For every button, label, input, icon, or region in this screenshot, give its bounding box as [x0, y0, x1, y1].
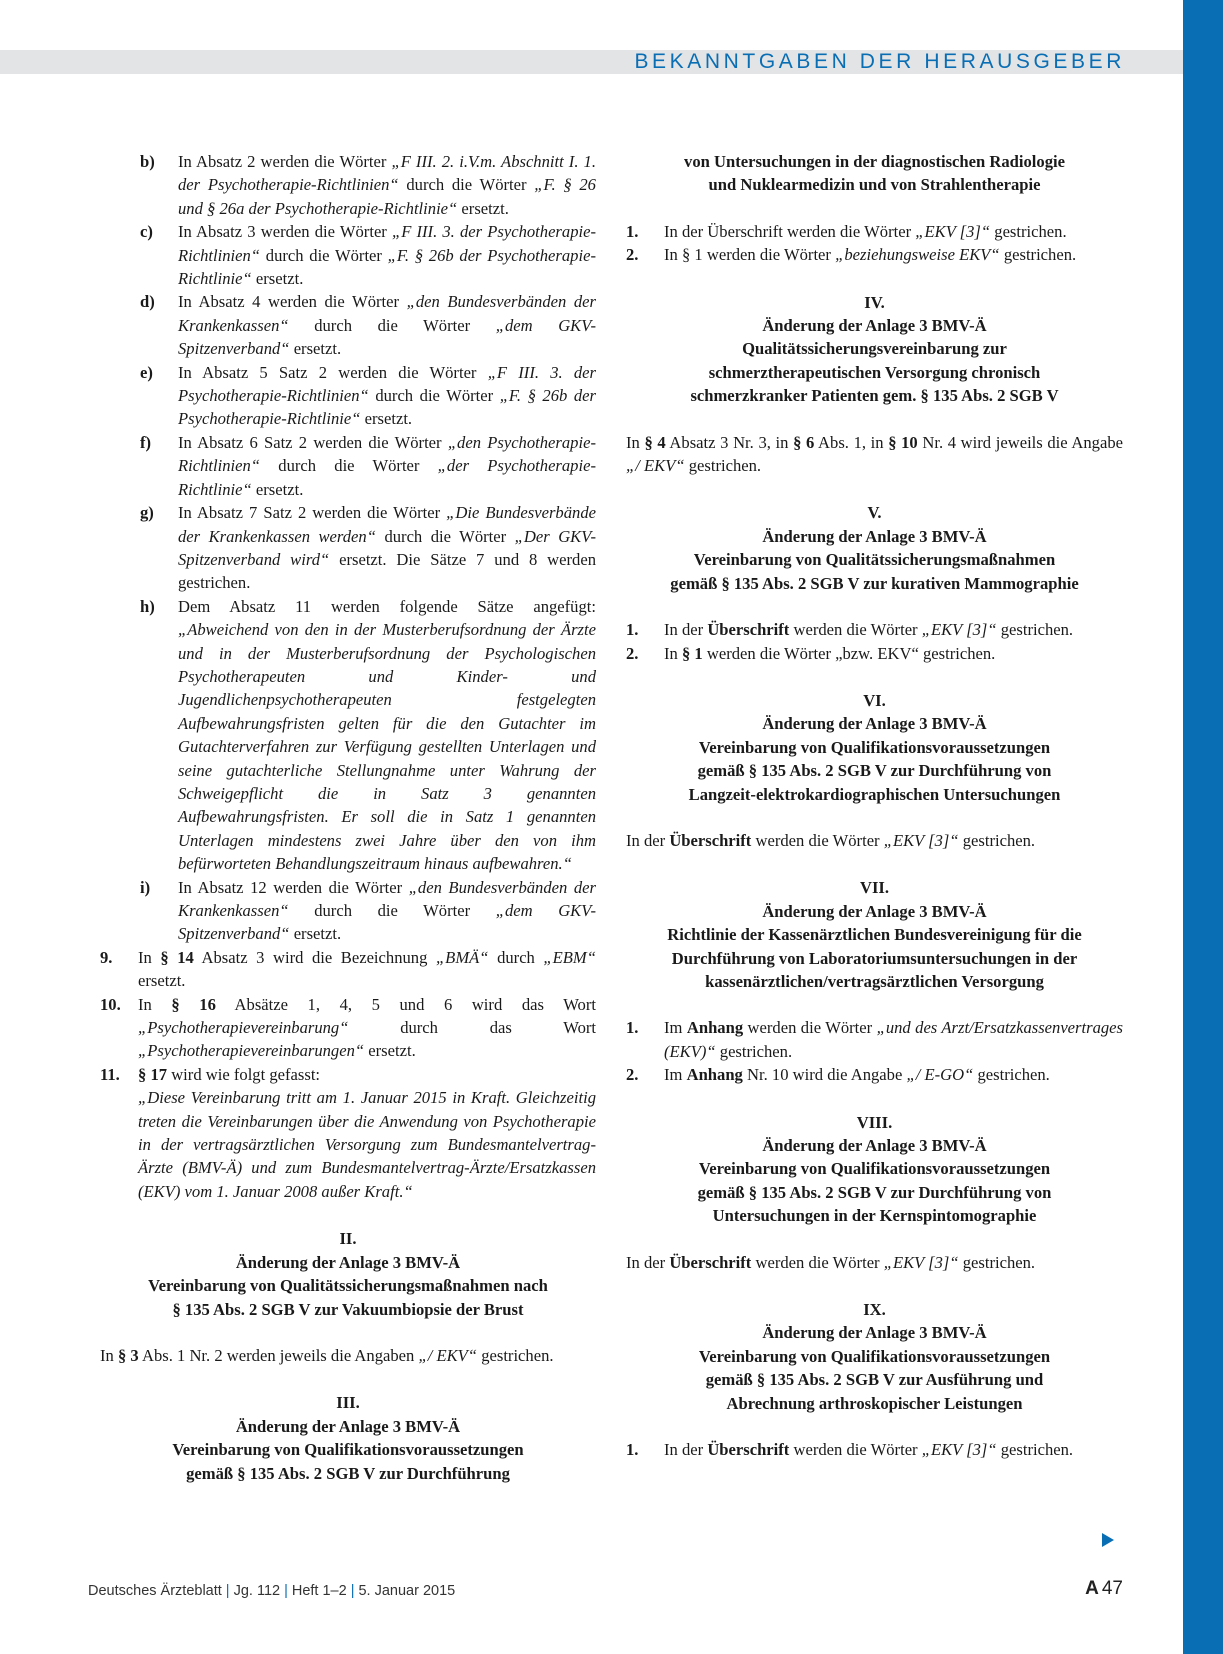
- footer-separator: |: [350, 1583, 355, 1599]
- text-run: gestrichen.: [973, 1065, 1050, 1085]
- list-item: [100, 946, 596, 993]
- text-run: ersetzt. Die Sätze 7 und 8 werden gestrichen.: [178, 549, 596, 593]
- bold-text: § 3: [117, 1345, 139, 1365]
- item-text: [138, 1063, 596, 1203]
- list-item: [626, 1438, 1123, 1461]
- page-number-value: 47: [1101, 1578, 1123, 1599]
- item-quote: „Diese Vereinbarung tritt am 1. Januar 2015 in Kraft. Gleichzeitig treten die Vereinbarungen über die Anwendung von Psychotherapie in der vertragsärztlichen Versorgung zum Bundesmantelvertrag-Ärzte (BMV-Ä) und zum Bundesmantelvertrag-Ärzte/Ersatzkassen (EKV) vom 1. Januar 2008 außer Kraft.“: [138, 1088, 596, 1201]
- text-run: In Absatz 4 werden die Wörter: [178, 292, 407, 312]
- left-column: [100, 150, 596, 1508]
- heading-line: Änderung der Anlage 3 BMV-Ä: [762, 714, 987, 734]
- heading-line: § 135 Abs. 2 SGB V zur Vakuumbiopsie der Brust: [172, 1299, 524, 1319]
- text-run: Dem Absatz 11 werden folgende Sätze angefügt:: [178, 596, 596, 616]
- item-label: 1.: [626, 1018, 639, 1038]
- heading-section-9: [626, 1298, 1123, 1415]
- text-run: werden die Wörter „bzw. EKV“ gestrichen.: [702, 643, 996, 663]
- footer-journal: Deutsches Ärzteblatt: [88, 1583, 222, 1599]
- heading-line: gemäß § 135 Abs. 2 SGB V zur kurativen Mammographie: [670, 573, 1079, 593]
- text-run: ersetzt.: [289, 339, 342, 359]
- bold-text: Überschrift: [707, 1440, 790, 1460]
- footer-citation: [88, 1583, 455, 1599]
- sub-item: [140, 150, 596, 220]
- blue-sidebar: [1183, 0, 1223, 1654]
- footer-separator: |: [225, 1583, 230, 1599]
- item-label: 2.: [626, 245, 639, 265]
- text-run: In Absatz 5 Satz 2 werden die Wörter: [178, 362, 488, 382]
- section-title: BEKANNTGABEN DER HERAUSGEBER: [634, 50, 1125, 73]
- italic-text: „und des Arzt/Ersatzkassenvertrages (EKV)“: [664, 1018, 1123, 1061]
- bold-text: § 1: [681, 643, 703, 663]
- italic-text: „EBM“: [543, 947, 596, 967]
- bold-text: Überschrift: [669, 1252, 752, 1272]
- heading-section-8: [626, 1111, 1123, 1228]
- right-column: [626, 150, 1123, 1461]
- text-run: ersetzt.: [251, 479, 304, 499]
- item-label: b): [140, 152, 155, 171]
- text-run: Im: [664, 1065, 687, 1085]
- heading-line: Änderung der Anlage 3 BMV-Ä: [762, 1136, 987, 1155]
- item-label: f): [140, 432, 152, 452]
- text-run: In: [138, 994, 172, 1014]
- list-item: [100, 1063, 596, 1203]
- text-run: gestrichen.: [958, 1252, 1036, 1272]
- text-run: In der: [626, 830, 670, 850]
- item-text: [138, 946, 596, 993]
- text-run: Abs. 1, in: [814, 432, 889, 452]
- text-run: In der: [664, 620, 708, 640]
- italic-text: „EKV [3]“: [883, 830, 959, 850]
- heading-line: kassenärztlichen/vertragsärztlichen Versorgung: [705, 971, 1044, 991]
- text-run: ersetzt.: [360, 409, 413, 429]
- text-run: durch die Wörter: [398, 175, 535, 195]
- text-run: gestrichen.: [999, 245, 1077, 265]
- heading-line: Änderung der Anlage 3 BMV-Ä: [762, 901, 987, 921]
- heading-line: VI.: [863, 690, 886, 710]
- italic-text: „EKV [3]“: [921, 1440, 997, 1460]
- sub-item: [140, 361, 596, 431]
- page-prefix: A: [1085, 1578, 1099, 1599]
- list-item: [626, 618, 1123, 641]
- item-label: 1.: [626, 221, 639, 241]
- heading-section-6: [626, 689, 1123, 806]
- text-run: In § 1 werden die Wörter: [664, 245, 836, 265]
- text-run: In: [100, 1345, 118, 1365]
- heading-line: VII.: [859, 878, 890, 898]
- text-run: ersetzt.: [138, 971, 186, 991]
- italic-text: „beziehungsweise EKV“: [835, 245, 1000, 265]
- text-run: durch: [488, 947, 544, 967]
- text-run: In der Überschrift werden die Wörter: [664, 221, 916, 241]
- heading-line: Qualitätssicherungsvereinbarung zur: [742, 339, 1007, 359]
- heading-line: Vereinbarung von Qualifikationsvoraussetzungen: [698, 1159, 1051, 1179]
- item-text: [178, 361, 596, 431]
- italic-text: „F III. 3. der Psychotherapie-Richtlinien“: [178, 362, 596, 406]
- text-run: Absätze 1, 4, 5 und 6 wird das Wort: [215, 994, 596, 1014]
- list-item: [626, 1063, 1123, 1086]
- item-label: c): [140, 222, 153, 242]
- heading-line: von Untersuchungen in der diagnostischen Radiologie: [684, 152, 1065, 171]
- italic-text: „Abweichend von den in der Musterberufsordnung der Ärzte und in der Musterberufsordnung der Psychologischen Psychotherapeuten und Kinder- und Jugendlichenpsychotherapeuten festgelegten Aufbewahrungsfristen gelten für die den Gutachter im Gutachterverfahren zur Verfügung gestellten Unterlagen und seine gutachterliche Stellungnahme unter Wahrung der Schweigepflicht die in Satz 3 genannten Aufbewahrungsfristen. Er soll die in Satz 1 genannten Unterlagen mindestens zwei Jahre über den von ihm befürworteten Behandlungszeitraum hinaus aufbewahren.“: [178, 620, 596, 874]
- bold-text: § 10: [888, 432, 918, 452]
- bold-text: Anhang: [686, 1018, 744, 1038]
- text-run: In Absatz 12 werden die Wörter: [178, 877, 409, 897]
- bold-text: § 4: [644, 432, 666, 452]
- italic-text: „dem GKV-Spitzenverband“: [178, 315, 596, 359]
- text-run: durch die Wörter: [288, 315, 496, 335]
- item-text: [664, 220, 1123, 243]
- text-run: werden die Wörter: [751, 830, 884, 850]
- page-number: [1085, 1578, 1123, 1600]
- heading-line: IV.: [864, 292, 885, 312]
- text-run: durch die Wörter: [260, 456, 438, 476]
- item-label: 9.: [100, 947, 113, 967]
- item-label: 11.: [100, 1064, 120, 1084]
- heading-section-7: [626, 876, 1123, 993]
- italic-text: „Psychotherapievereinbarung“: [138, 1018, 349, 1038]
- heading-section-3-continued: [626, 150, 1123, 197]
- heading-section-3: [100, 1391, 596, 1485]
- sub-item: [140, 220, 596, 290]
- text-run: In der: [664, 1440, 708, 1460]
- italic-text: „dem GKV-Spitzenverband“: [178, 901, 596, 944]
- heading-section-2: [100, 1227, 596, 1321]
- italic-text: „Die Bundesverbände der Krankenkassen werden“: [178, 503, 596, 546]
- heading-section-4: [626, 291, 1123, 408]
- text-run: gestrichen.: [958, 830, 1036, 850]
- italic-text: „Der GKV-Spitzenverband wird“: [178, 526, 596, 569]
- heading-line: Vereinbarung von Qualifikationsvoraussetzungen: [698, 737, 1051, 757]
- text-run: werden die Wörter: [743, 1018, 877, 1038]
- sub-item: [140, 876, 596, 946]
- text-run: gestrichen.: [715, 1041, 793, 1061]
- italic-text: „BMÄ“: [435, 947, 489, 967]
- text-run: In Absatz 7 Satz 2 werden die Wörter: [178, 503, 447, 523]
- sub-item: [140, 431, 596, 501]
- item-label: i): [140, 877, 151, 897]
- italic-text: „den Bundesverbänden der Krankenkassen“: [178, 292, 596, 335]
- heading-line: VIII.: [856, 1112, 893, 1132]
- text-run: In der: [626, 1252, 670, 1272]
- italic-text: „F. § 26b der Psychotherapie-Richtlinie“: [178, 245, 596, 289]
- item-label: 1.: [626, 620, 639, 640]
- heading-line: Vereinbarung von Qualitätssicherungsmaßnahmen: [693, 550, 1056, 570]
- sub-item: [140, 501, 596, 595]
- italic-text: „den Bundesverbänden der Krankenkassen“: [178, 877, 596, 920]
- text-run: ersetzt.: [251, 269, 304, 289]
- item-text: [178, 220, 596, 290]
- sub-item: [140, 290, 596, 360]
- text-run: gestrichen.: [996, 1440, 1074, 1460]
- text-run: In Absatz 2 werden die Wörter: [178, 152, 392, 171]
- italic-text: „Psychotherapievereinbarungen“: [138, 1041, 365, 1061]
- item-text: [178, 431, 596, 501]
- item-text: [664, 642, 1123, 665]
- italic-text: „EKV [3]“: [915, 221, 991, 241]
- text-run: In: [664, 643, 682, 663]
- italic-text: „EKV [3]“: [883, 1252, 959, 1272]
- text-run: gestrichen.: [990, 221, 1067, 241]
- text-run: ersetzt.: [364, 1041, 416, 1061]
- italic-text: „EKV [3]“: [921, 620, 997, 640]
- heading-line: Änderung der Anlage 3 BMV-Ä: [235, 1416, 461, 1436]
- heading-line: gemäß § 135 Abs. 2 SGB V zur Durchführung von: [697, 761, 1052, 781]
- section-7-list: [626, 1016, 1123, 1086]
- item-text: [664, 243, 1123, 266]
- item-label: e): [140, 362, 153, 382]
- numbered-list: [100, 946, 596, 1203]
- text-run: Absatz 3 wird die Bezeichnung: [193, 947, 436, 967]
- text-run: durch die Wörter: [368, 386, 500, 406]
- heading-line: Untersuchungen in der Kernspintomographie: [712, 1206, 1037, 1226]
- text-run: ersetzt.: [289, 924, 342, 944]
- section-4-paragraph: [626, 431, 1123, 478]
- text-run: Absatz 3 Nr. 3, in: [665, 432, 794, 452]
- heading-line: schmerzkranker Patienten gem. § 135 Abs. 2 SGB V: [690, 386, 1059, 406]
- text-run: durch die Wörter: [260, 245, 388, 265]
- text-run: Im: [664, 1018, 687, 1038]
- bold-text: Anhang: [686, 1065, 743, 1085]
- heading-line: V.: [867, 503, 882, 523]
- sub-item-list: [100, 150, 596, 946]
- heading-line: schmerztherapeutischen Versorgung chronisch: [708, 362, 1041, 382]
- text-run: Nr. 4 wird jeweils die Angabe: [917, 432, 1123, 452]
- sub-item: [140, 595, 596, 876]
- text-run: Nr. 10 wird die Angabe: [742, 1065, 907, 1085]
- heading-line: gemäß § 135 Abs. 2 SGB V zur Durchführung von: [697, 1182, 1052, 1202]
- item-text: [664, 1016, 1123, 1063]
- text-run: In: [138, 947, 161, 967]
- text-run: werden die Wörter: [751, 1252, 884, 1272]
- text-run: Abs. 1 Nr. 2 werden jeweils die Angaben: [138, 1345, 419, 1365]
- item-label: h): [140, 596, 155, 616]
- text-run: In Absatz 3 werden die Wörter: [178, 222, 392, 242]
- heading-line: Änderung der Anlage 3 BMV-Ä: [235, 1252, 461, 1272]
- item-text: [664, 1438, 1123, 1461]
- item-text: [664, 1063, 1123, 1086]
- text-run: wird wie folgt gefasst:: [167, 1064, 321, 1084]
- text-run: gestrichen.: [477, 1345, 554, 1365]
- section-8-paragraph: [626, 1251, 1123, 1274]
- list-item: [626, 642, 1123, 665]
- heading-line: Langzeit-elektrokardiographischen Untersuchungen: [688, 784, 1061, 804]
- section-6-paragraph: [626, 829, 1123, 852]
- list-item: [100, 993, 596, 1063]
- heading-line: Vereinbarung von Qualitätssicherungsmaßnahmen nach: [148, 1276, 548, 1296]
- section-9-list: [626, 1438, 1123, 1461]
- item-text: [178, 150, 596, 220]
- italic-text: „/ EKV“: [626, 456, 685, 476]
- section-5-list: [626, 618, 1123, 665]
- item-text: [138, 993, 596, 1063]
- text-run: gestrichen.: [684, 456, 762, 476]
- italic-text: „F III. 3. der Psychotherapie-Richtlinien“: [178, 222, 596, 265]
- italic-text: „/ EKV“: [418, 1345, 478, 1365]
- heading-line: Richtlinie der Kassenärztlichen Bundesvereinigung für die: [667, 925, 1082, 945]
- heading-line: Vereinbarung von Qualifikationsvoraussetzungen: [698, 1346, 1051, 1366]
- heading-line: II.: [339, 1229, 357, 1249]
- heading-line: IX.: [863, 1300, 886, 1320]
- heading-line: Vereinbarung von Qualifikationsvoraussetzungen: [172, 1440, 524, 1460]
- footer-issue: Heft 1–2: [291, 1583, 347, 1599]
- item-label: 1.: [626, 1440, 639, 1460]
- list-item: [626, 1016, 1123, 1063]
- text-run: werden die Wörter: [789, 1440, 922, 1460]
- italic-text: „/ E-GO“: [906, 1065, 974, 1085]
- footer-separator: |: [284, 1583, 288, 1599]
- bold-text: § 17: [138, 1064, 168, 1084]
- item-label: d): [140, 292, 155, 312]
- heading-line: III.: [336, 1393, 360, 1413]
- section-2-paragraph: [100, 1344, 596, 1367]
- heading-line: Änderung der Anlage 3 BMV-Ä: [762, 526, 987, 546]
- item-text: [178, 876, 596, 946]
- text-run: In Absatz 6 Satz 2 werden die Wörter: [178, 432, 448, 452]
- heading-line: Änderung der Anlage 3 BMV-Ä: [762, 1323, 987, 1343]
- continue-arrow-icon: [1102, 1533, 1114, 1547]
- bold-text: § 6: [793, 432, 815, 452]
- item-text: [664, 618, 1123, 641]
- bold-text: Überschrift: [707, 620, 790, 640]
- heading-line: und Nuklearmedizin und von Strahlentherapie: [708, 175, 1041, 195]
- text-run: durch das Wort: [348, 1018, 596, 1038]
- heading-line: Abrechnung arthroskopischer Leistungen: [726, 1393, 1023, 1413]
- heading-line: Änderung der Anlage 3 BMV-Ä: [762, 316, 987, 336]
- text-run: durch die Wörter: [375, 526, 515, 546]
- italic-text: „der Psychotherapie-Richtlinie“: [178, 456, 596, 499]
- text-run: durch die Wörter: [288, 901, 496, 920]
- text-run: gestrichen.: [996, 620, 1074, 640]
- list-item: [626, 220, 1123, 243]
- text-run: ersetzt.: [457, 198, 509, 218]
- text-run: werden die Wörter: [789, 620, 922, 640]
- heading-line: gemäß § 135 Abs. 2 SGB V zur Durchführung: [186, 1463, 510, 1483]
- bold-text: § 16: [171, 994, 216, 1014]
- list-item: [626, 243, 1123, 266]
- item-label: g): [140, 503, 154, 523]
- item-label: 2.: [626, 643, 639, 663]
- italic-text: „F. § 26 und § 26a der Psychotherapie-Richtlinie“: [178, 175, 596, 218]
- heading-line: Durchführung von Laboratoriumsuntersuchungen in der: [671, 948, 1078, 968]
- item-label: 10.: [100, 994, 121, 1014]
- italic-text: „F III. 2. i.V.m. Abschnitt I. 1. der Psychotherapie-Richtlinien“: [178, 152, 596, 195]
- section-3-list: [626, 220, 1123, 267]
- bold-text: § 14: [160, 947, 194, 967]
- item-text: [178, 290, 596, 360]
- italic-text: „den Psychotherapie-Richtlinien“: [178, 432, 596, 476]
- italic-text: „F. § 26b der Psychotherapie-Richtlinie“: [178, 386, 596, 429]
- item-text: [178, 595, 596, 876]
- item-text: [178, 501, 596, 595]
- footer-date: 5. Januar 2015: [358, 1583, 456, 1599]
- footer-volume: Jg. 112: [233, 1583, 281, 1599]
- text-run: In: [626, 432, 645, 452]
- heading-line: gemäß § 135 Abs. 2 SGB V zur Ausführung und: [705, 1370, 1044, 1390]
- item-label: 2.: [626, 1065, 639, 1085]
- heading-section-5: [626, 501, 1123, 595]
- bold-text: Überschrift: [669, 830, 752, 850]
